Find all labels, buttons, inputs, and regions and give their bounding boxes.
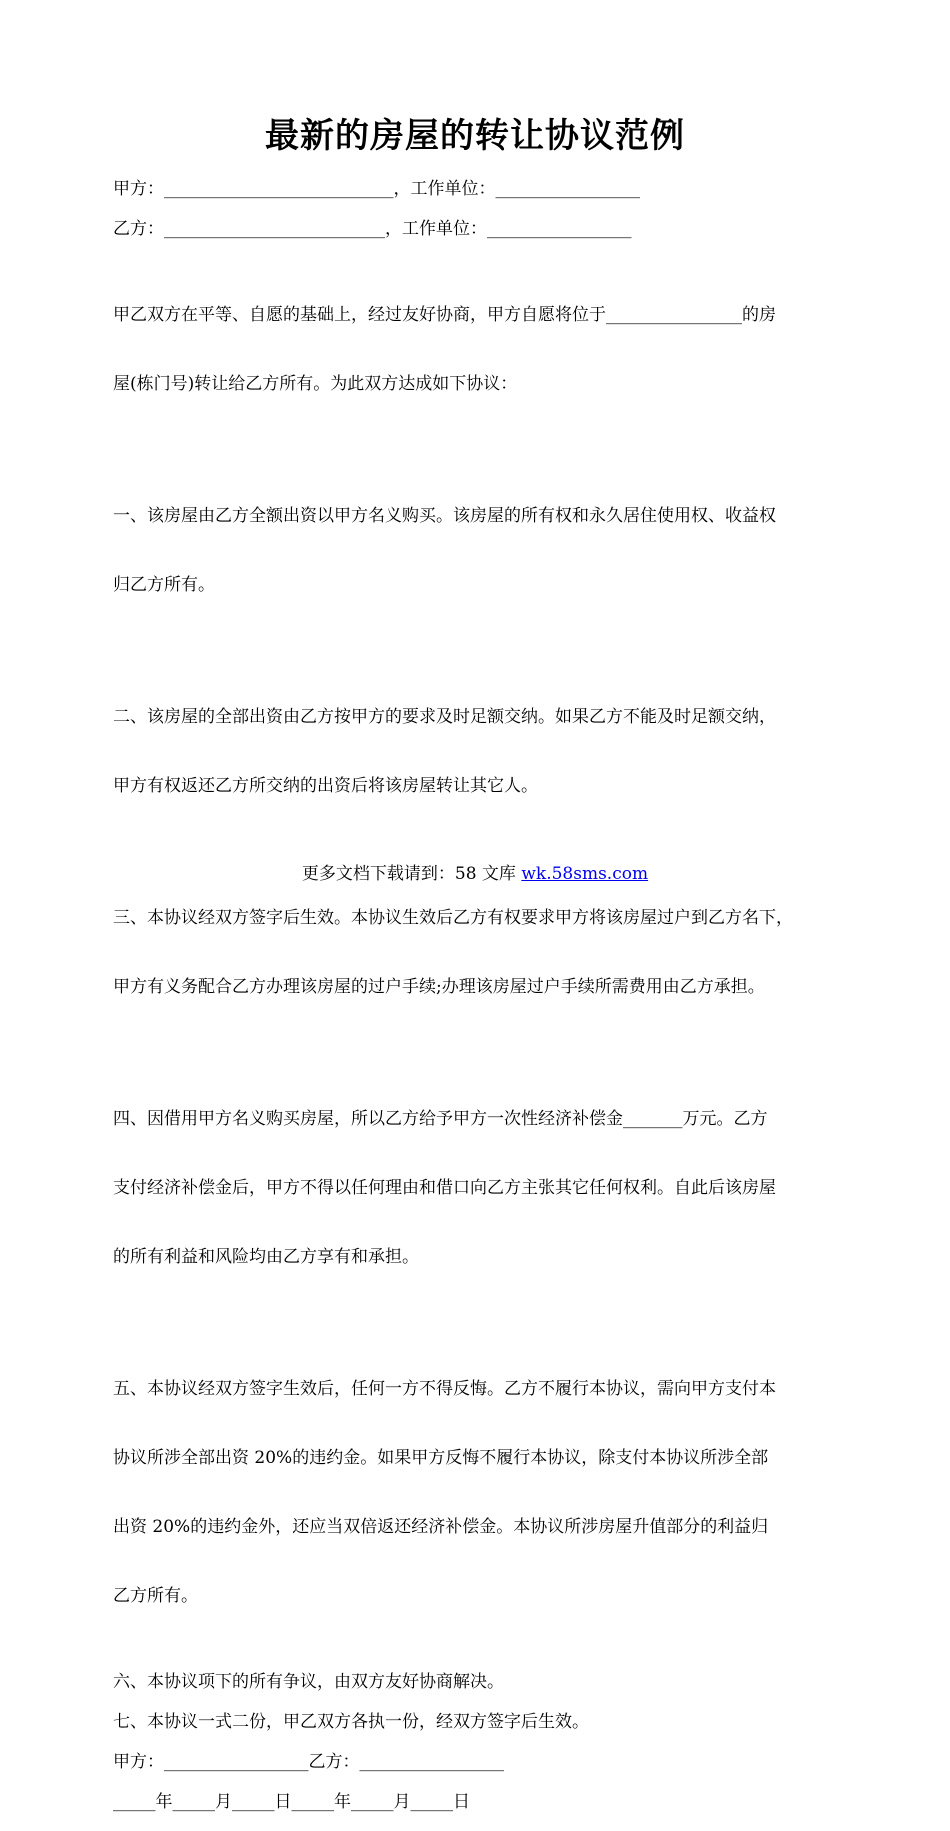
intro-line-2: 屋(栋门号)转让给乙方所有。为此双方达成如下协议： <box>113 374 518 394</box>
clause-5-line-1: 五、本协议经双方签字生效后，任何一方不得反悔。乙方不履行本协议，需向甲方支付本 <box>113 1379 776 1399</box>
clause-4-line-2: 支付经济补偿金后，甲方不得以任何理由和借口向乙方主张其它任何权利。自此后该房屋 <box>113 1178 776 1198</box>
intro-line-1: 甲乙双方在平等、自愿的基础上，经过友好协商，甲方自愿将位于________________的房 <box>113 305 776 325</box>
intro-paragraph <box>113 258 848 442</box>
clause-7: 七、本协议一式二份，甲乙双方各执一份，经双方签字后生效。 <box>113 1712 589 1732</box>
clause-3 <box>113 861 848 1045</box>
date-line: _____年_____月_____日_____年_____月_____日 <box>113 1792 470 1812</box>
party-a-line: 甲方：___________________________，工作单位：_________________ <box>113 179 640 199</box>
clause-3-line-2: 甲方有义务配合乙方办理该房屋的过户手续;办理该房屋过户手续所需费用由乙方承担。 <box>113 977 765 997</box>
clause-6: 六、本协议项下的所有争议，由双方友好协商解决。 <box>113 1672 504 1692</box>
clause-5-line-2: 协议所涉全部出资 20%的违约金。如果甲方反悔不履行本协议，除支付本协议所涉全部 <box>113 1448 769 1468</box>
footer-link[interactable]: wk.58sms.com <box>521 864 649 884</box>
clause-4-line-1: 四、因借用甲方名义购买房屋，所以乙方给予甲方一次性经济补偿金_______万元。乙方 <box>113 1109 768 1129</box>
clause-4 <box>113 1062 848 1315</box>
clause-2 <box>113 660 848 844</box>
clause-1-line-1: 一、该房屋由乙方全额出资以甲方名义购买。该房屋的所有权和永久居住使用权、收益权 <box>113 506 776 526</box>
document-body <box>113 178 848 1831</box>
clause-1-line-2: 归乙方所有。 <box>113 575 215 595</box>
footer-prefix: 更多文档下载请到：58 文库 <box>301 864 522 884</box>
clause-1 <box>113 459 848 643</box>
party-b-line: 乙方：__________________________，工作单位：_________________ <box>113 219 632 239</box>
clause-5-line-3: 出资 20%的违约金外，还应当双倍返还经济补偿金。本协议所涉房屋升值部分的利益归 <box>113 1517 769 1537</box>
clause-5-line-4: 乙方所有。 <box>113 1586 198 1606</box>
clause-4-line-3: 的所有利益和风险均由乙方享有和承担。 <box>113 1247 419 1267</box>
clause-2-line-2: 甲方有权返还乙方所交纳的出资后将该房屋转让其它人。 <box>113 776 538 796</box>
clause-5 <box>113 1332 848 1654</box>
clause-3-line-1: 三、本协议经双方签字后生效。本协议生效后乙方有权要求甲方将该房屋过户到乙方名下， <box>113 908 793 928</box>
download-footer <box>0 862 950 886</box>
clause-2-line-1: 二、该房屋的全部出资由乙方按甲方的要求及时足额交纳。如果乙方不能及时足额交纳， <box>113 707 776 727</box>
signature-line: 甲方：_________________乙方：_________________ <box>113 1752 504 1772</box>
document-title: 最新的房屋的转让协议范例 <box>265 116 685 156</box>
